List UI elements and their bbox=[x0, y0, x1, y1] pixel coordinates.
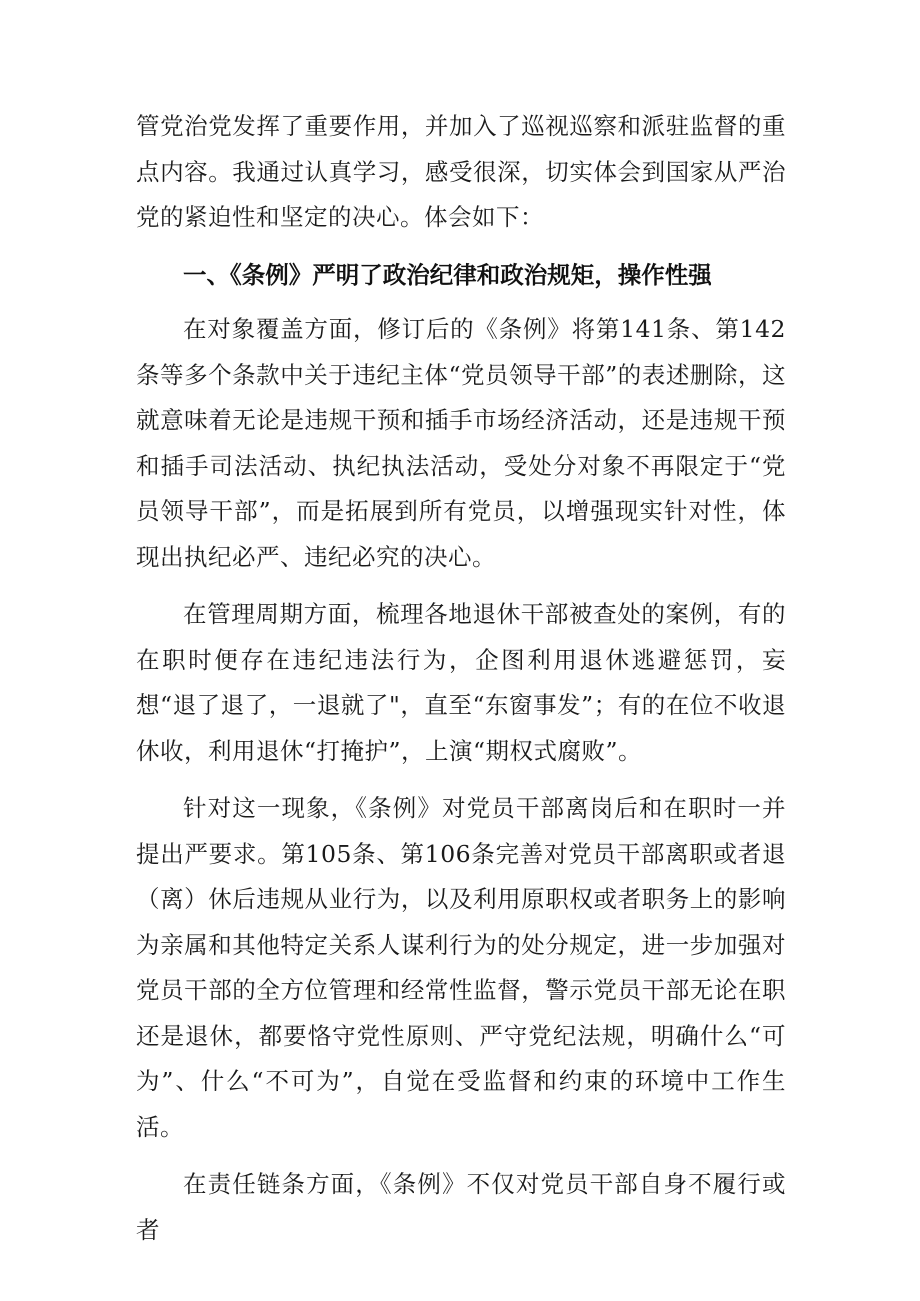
section-heading: 一、《条例》严明了政治纪律和政治规矩，操作性强 bbox=[183, 260, 712, 289]
paragraph-object-coverage: 在对象覆盖方面，修订后的《条例》将第141条、第142条等多个条款中关于违纪主体“党员领导干部”的表述删除，这就意味着无论是违规干预和插手市场经济活动，还是违规干预和插手司法活动、执纪执法活动，受处分对象不再限定于“党员领导干部”，而是拓展到所有党员，以增强现实针对性，体现出执纪必严、违纪必究的决心。 bbox=[136, 315, 786, 571]
document-body bbox=[136, 104, 786, 1265]
paragraph-intro: 管党治党发挥了重要作用，并加入了巡视巡察和派驻监督的重点内容。我通过认真学习，感受很深，切实体会到国家从严治党的紧迫性和坚定的决心。体会如下： bbox=[136, 112, 786, 231]
paragraph-management-cycle: 在管理周期方面，梳理各地退休干部被查处的案例，有的在职时便存在违纪违法行为，企图利用退休逃避惩罚，妄想“退了退了，一退就了"，直至“东窗事发”；有的在位不收退休收，利用退休“打掩护”，上演“期权式腐败”。 bbox=[136, 600, 786, 765]
paragraph-response: 针对这一现象，《条例》对党员干部离岗后和在职时一并提出严要求。第105条、第106条完善对党员干部离职或者退（离）休后违规从业行为，以及利用原职权或者职务上的影响为亲属和其他特定关系人谋利行为的处分规定，进一步加强对党员干部的全方位管理和经常性监督，警示党员干部无论在职还是退休，都要恪守党性原则、严守党纪法规，明确什么“可为”、什么“不可为”，自觉在受监督和约束的环境中工作生活。 bbox=[136, 794, 786, 1141]
paragraph-responsibility-chain: 在责任链条方面，《条例》不仅对党员干部自身不履行或者 bbox=[136, 1170, 786, 1244]
